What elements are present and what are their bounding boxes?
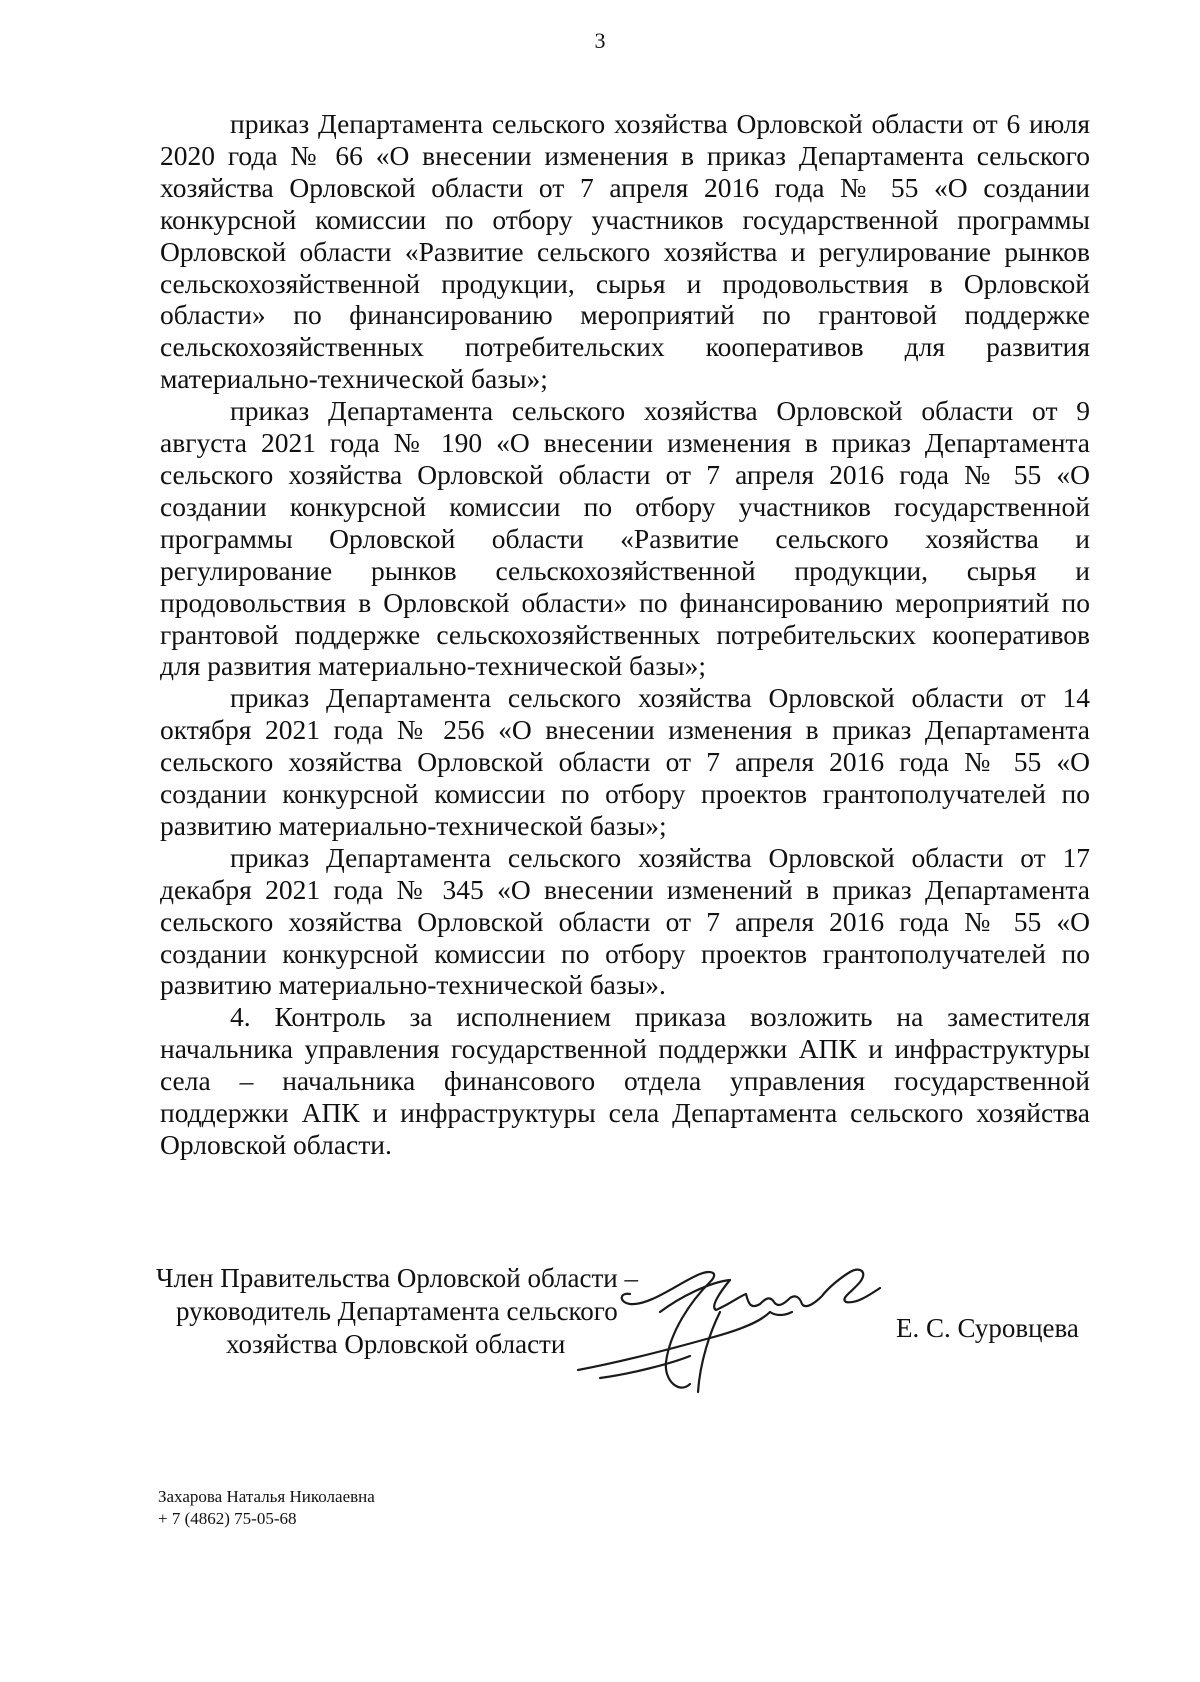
executor-info <box>158 1486 375 1530</box>
handwritten-signature <box>570 1252 890 1402</box>
document-body <box>160 108 1090 1161</box>
signer-position-line-1: Член Правительства Орловской области – <box>156 1263 639 1293</box>
paragraph-order-345: приказ Департамента сельского хозяйства Орловской области от 17 декабря 2021 года № 345 «О внесении изменений в приказ Департамента сельского хозяйства Орловской области от 7 апреля 2016 года № 55 «О создании конкурсной комиссии по отбору проектов грантополучателей по развитию материально-технической базы». <box>160 841 1090 1001</box>
signature-block <box>150 1262 1100 1402</box>
signer-name: Е. С. Суровцева <box>896 1313 1079 1343</box>
executor-phone: + 7 (4862) 75-05-68 <box>158 1509 297 1528</box>
paragraph-order-256: приказ Департамента сельского хозяйства Орловской области от 14 октября 2021 года № 256 «О внесении изменения в приказ Департамента сельского хозяйства Орловской области от 7 апреля 2016 года № 55 «О создании конкурсной комиссии по отбору проектов грантополучателей по развитию материально-технической базы»; <box>160 682 1090 841</box>
signer-position-line-3: хозяйства Орловской области <box>226 1329 566 1359</box>
signer-position-line-2: руководитель Департамента сельского <box>176 1296 618 1326</box>
executor-name: Захарова Наталья Николаевна <box>158 1487 375 1506</box>
page-number: 3 <box>594 28 606 53</box>
paragraph-order-190: приказ Департамента сельского хозяйства Орловской области от 9 августа 2021 года № 190 «О внесении изменения в приказ Департамента сельского хозяйства Орловской области от 7 апреля 2016 года № 55 «О создании конкурсной комиссии по отбору участников государственной программы Орловской области «Развитие сельского хозяйства и регулирование рынков сельскохозяйственной продукции, сырья и продовольствия в Орловской области» по финансированию мероприятий по грантовой поддержке сельскохозяйственных потребительских кооперативов для развития материально-технической базы»; <box>160 395 1090 682</box>
paragraph-order-66: приказ Департамента сельского хозяйства Орловской области от 6 июля 2020 года № 66 «О внесении изменения в приказ Департамента сельского хозяйства Орловской области от 7 апреля 2016 года № 55 «О создании конкурсной комиссии по отбору участников государственной программы Орловской области «Развитие сельского хозяйства и регулирование рынков сельскохозяйственной продукции, сырья и продовольствия в Орловской области» по финансированию мероприятий по грантовой поддержке сельскохозяйственных потребительских кооперативов для развития материально-технической базы»; <box>160 108 1090 395</box>
paragraph-control-clause: 4. Контроль за исполнением приказа возложить на заместителя начальника управления государственной поддержки АПК и инфраструктуры села – начальника финансового отдела управления государственной поддержки АПК и инфраструктуры села Департамента сельского хозяйства Орловской области. <box>160 1001 1090 1160</box>
